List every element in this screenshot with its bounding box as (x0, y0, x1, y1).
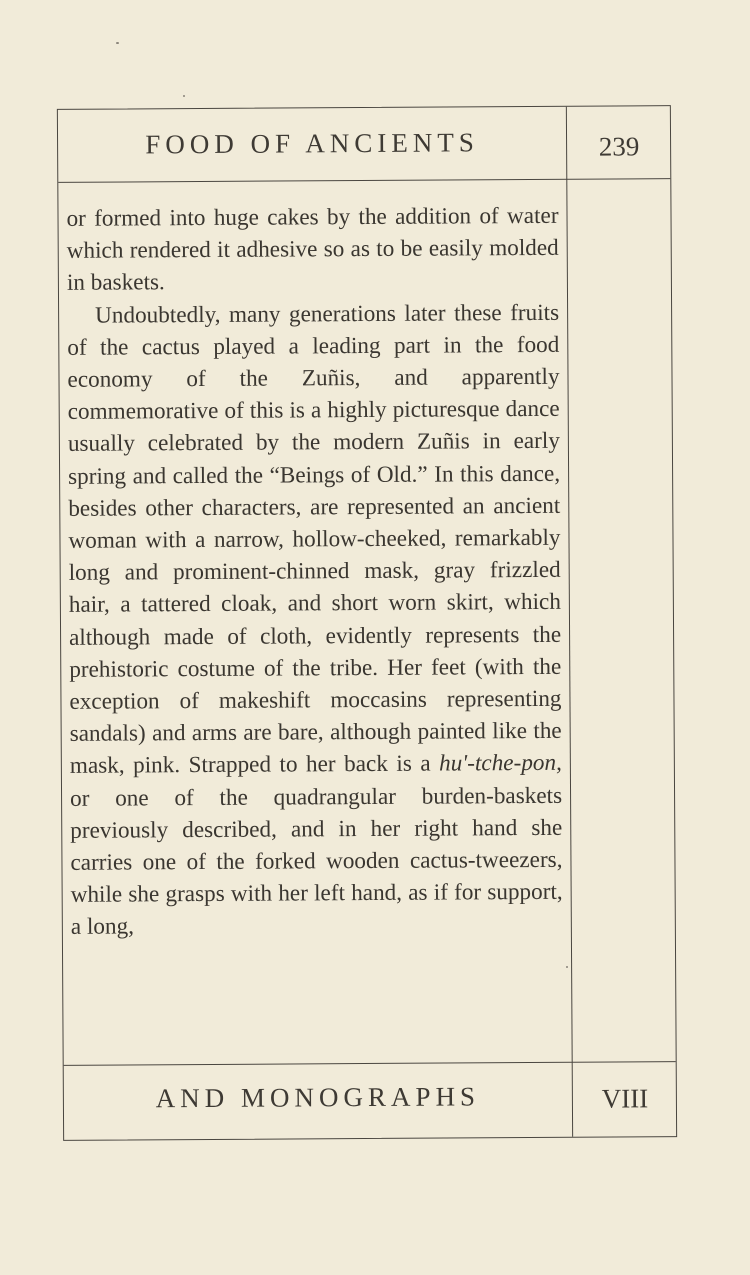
page-frame (57, 105, 677, 1141)
paragraph (67, 296, 563, 943)
running-head: FOOD OF ANCIENTS (145, 127, 479, 160)
paragraph: or formed into huge cakes by the addition of water which rendered it adhesive so as to be easily molded in baskets. (66, 202, 559, 297)
page-number: 239 (598, 131, 640, 162)
body-text (66, 200, 563, 944)
column-rule (566, 107, 573, 1137)
paper-speck (183, 95, 185, 97)
italic-term: hu'-tche-pon, (438, 750, 562, 778)
footer-rule (64, 1061, 676, 1066)
paper-speck (566, 966, 568, 968)
paragraph-text: or one of the quadrangular burden-baskets previously described, and in her right hand she carries one of the forked wooden cactus-tweezers, while she grasps with her left hand, as if for support, a long, (69, 782, 563, 941)
running-foot: AND MONOGRAPHS (155, 1081, 481, 1114)
paragraph-text: Undoubtedly, many generations later these fruits of the cactus played a leading part in the food economy of the Zuñis, and apparently commemorative of this is a highly picturesque dance usually celebrated by the modern Zuñis in early spring and called the “Beings of Old.” In this dance, besides other characters, are represented an ancient woman with a narrow, hollow-cheeked, remarkably long and prominent-chinned mask, gray frizzled hair, a tattered cloak, and short worn skirt, which although made of cloth, evidently represents the prehistoric costume of the tribe. Her feet (with the exception of makeshift moccasins representing sandals) and arms are bare, although painted like the mask, pink. Strapped to her back is a (67, 299, 562, 780)
header-rule (58, 178, 670, 183)
series-number: VIII (601, 1083, 649, 1114)
paper-speck (116, 42, 119, 44)
